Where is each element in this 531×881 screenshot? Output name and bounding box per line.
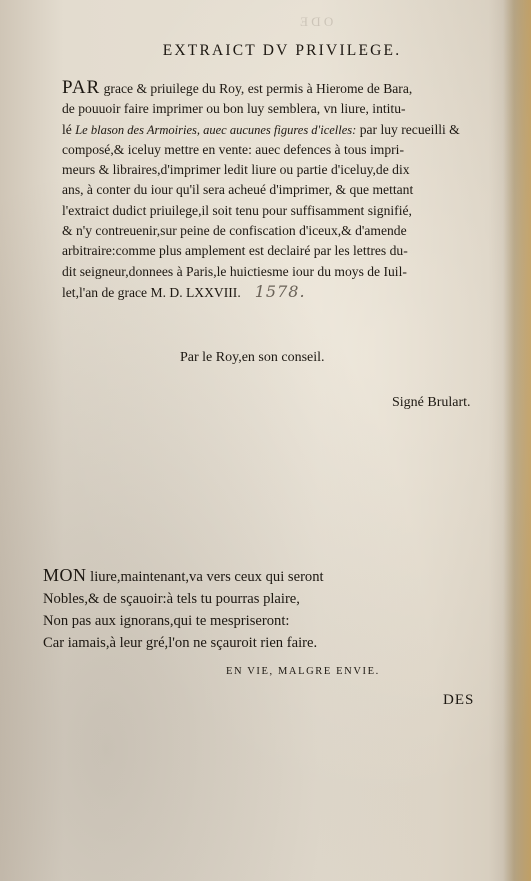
- privilege-line: grace & priuilege du Roy, est permis à Hierome de Bara,: [100, 81, 413, 96]
- privilege-line: l'extraict dudict priuilege,il soit tenu pour suffisamment signifié,: [62, 202, 412, 218]
- royal-authority-line: Par le Roy,en son conseil.: [180, 350, 325, 365]
- catchword: DES: [443, 692, 475, 708]
- poem-dropcap: MON: [43, 565, 87, 585]
- privilege-line: let,l'an de grace M. D. LXXVIII.: [62, 284, 241, 300]
- page-title: EXTRAICT DV PRIVILEGE.: [162, 42, 402, 59]
- poem-line: Non pas aux ignorans,qui te mespriseront:: [43, 613, 290, 629]
- handwritten-year-note: 1578.: [254, 281, 306, 301]
- privilege-line: dit seigneur,donnees à Paris,le huictiesme iour du moys de Iuil-: [62, 263, 407, 279]
- page-edge-shadow: [503, 0, 531, 881]
- motto: EN VIE, MALGRE ENVIE.: [226, 666, 380, 677]
- privilege-line: par luy recueilli &: [356, 121, 460, 137]
- poem-line: Nobles,& de sçauoir:à tels tu pourras plaire,: [43, 591, 300, 607]
- privilege-line: ans, à conter du iour qu'il sera acheué d'imprimer, & que mettant: [62, 182, 414, 198]
- poem-line: Car iamais,à leur gré,l'on ne sçauroit rien faire.: [43, 635, 318, 651]
- privilege-line: composé,& iceluy mettre en vente: auec defences à tous impri-: [62, 141, 404, 157]
- privilege-line: de pouuoir faire imprimer ou bon luy semblera, vn liure, intitu-: [62, 101, 406, 117]
- bleed-through-text: O D E: [300, 14, 334, 29]
- poem-stanza: [43, 564, 443, 654]
- privilege-paragraph: [62, 78, 474, 303]
- signature-line: Signé Brulart.: [392, 395, 471, 410]
- privilege-dropcap: PAR: [62, 77, 101, 98]
- book-title-italic: Le blason des Armoiries, auec aucunes figures d'icelles:: [75, 122, 357, 137]
- privilege-line: arbitraire:comme plus amplement est declairé par les lettres du-: [62, 243, 408, 259]
- privilege-line: lé: [62, 121, 76, 137]
- privilege-line: meurs & libraires,d'imprimer ledit liure ou partie d'iceluy,de dix: [62, 162, 410, 178]
- poem-line: liure,maintenant,va vers ceux qui seront: [86, 569, 324, 585]
- privilege-line: & n'y contreuenir,sur peine de confiscation d'iceux,& d'amende: [62, 223, 407, 239]
